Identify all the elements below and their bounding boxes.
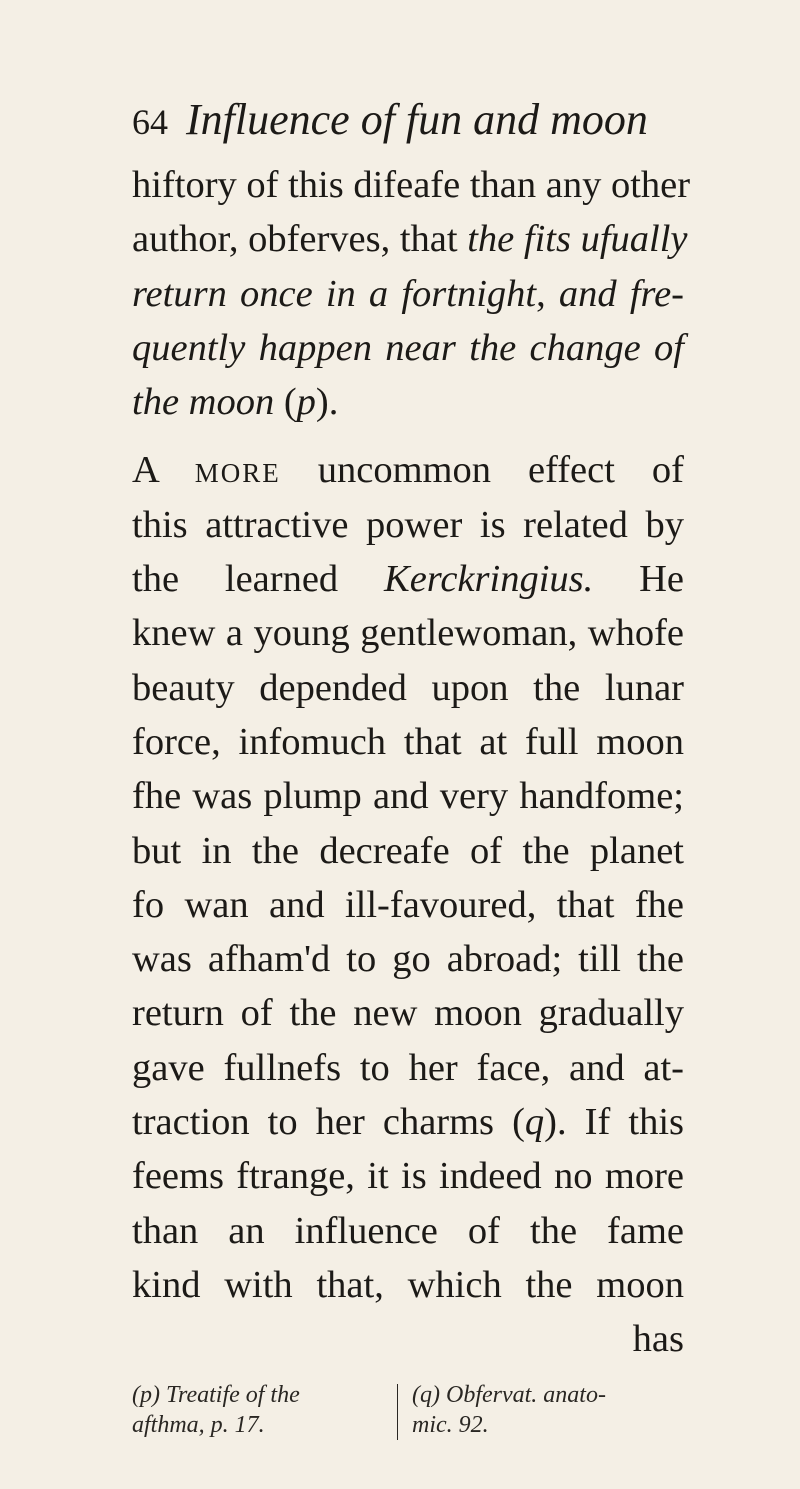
italic-text: the moon xyxy=(132,381,275,424)
page-number: 64 xyxy=(132,102,168,142)
body-text xyxy=(132,158,691,1367)
text-run: traction to her charms ( xyxy=(132,1101,525,1144)
text-line xyxy=(132,1258,684,1312)
italic-text: p xyxy=(296,381,316,424)
text-run: uncommon effect of xyxy=(280,449,684,492)
text-line xyxy=(132,498,684,552)
text-line xyxy=(132,1149,684,1203)
italic-text: and fre- xyxy=(558,272,684,315)
text-line xyxy=(132,443,684,497)
text-line xyxy=(132,986,684,1040)
running-title: Influence of fun and moon xyxy=(186,95,648,144)
text-run: , xyxy=(536,272,559,315)
text-line xyxy=(132,661,684,715)
text-line xyxy=(132,321,684,375)
italic-text: Kerckringius. xyxy=(384,558,594,601)
small-caps-text: more xyxy=(194,449,281,492)
text-line xyxy=(132,932,684,986)
footnote-line: mic. 92. xyxy=(412,1412,489,1438)
text-line xyxy=(132,552,684,606)
text-run: hiftory of this difeafe than any other xyxy=(132,164,691,206)
footnote-q xyxy=(412,1380,606,1440)
text-run: author, obferves, that xyxy=(132,218,468,261)
text-run: He xyxy=(593,558,684,601)
text-line xyxy=(132,715,684,769)
text-run: the learned xyxy=(132,558,385,601)
text-run: than an influence of the fame xyxy=(132,1209,684,1252)
footnote-line: afthma, p. 17. xyxy=(132,1412,265,1438)
text-line xyxy=(132,1041,684,1095)
catchword: has xyxy=(632,1318,684,1361)
text-line xyxy=(132,267,684,321)
text-line xyxy=(132,158,691,212)
footnote-divider xyxy=(397,1384,398,1440)
text-line xyxy=(132,769,684,823)
footnote-line: (q) Obfervat. anato- xyxy=(412,1382,606,1408)
text-line xyxy=(132,824,684,878)
text-run: gave fullnefs to her face, and at- xyxy=(132,1046,684,1089)
text-run: ). xyxy=(315,381,339,424)
text-line xyxy=(132,212,688,266)
text-line xyxy=(132,1204,684,1258)
text-line xyxy=(132,878,684,932)
text-run: ( xyxy=(274,381,297,424)
italic-text: quently happen near the change of xyxy=(132,326,684,369)
text-run: ). If this xyxy=(544,1101,684,1144)
text-run: kind with that, which the moon xyxy=(132,1263,684,1306)
italic-text: q xyxy=(524,1101,545,1144)
text-run: this attractive power is related by xyxy=(132,503,684,546)
text-line xyxy=(132,375,684,429)
text-line xyxy=(132,606,684,660)
text-run: was afham'd to go abroad; till the xyxy=(132,938,684,981)
text-run: knew a young gentlewoman, whofe xyxy=(132,612,684,655)
footnote-line: (p) Treatife of the xyxy=(132,1382,300,1408)
text-run: fhe was plump and very handfome; xyxy=(132,775,684,818)
text-run: force, infomuch that at full moon xyxy=(132,720,684,763)
text-run: A xyxy=(132,449,195,492)
text-line xyxy=(132,1095,684,1149)
running-header xyxy=(132,95,648,147)
paragraph-gap xyxy=(132,429,684,443)
footnote-p xyxy=(132,1380,300,1440)
text-run: fo wan and ill-favoured, that fhe xyxy=(132,883,684,926)
text-run: return of the new moon gradually xyxy=(132,992,684,1035)
italic-text: the fits ufually xyxy=(467,218,688,261)
text-run: but in the decreafe of the planet xyxy=(132,829,684,872)
text-run: beauty depended upon the lunar xyxy=(132,666,684,709)
italic-text: return once in a fortnight xyxy=(132,272,537,315)
text-run: feems ftrange, it is indeed no more xyxy=(132,1155,684,1198)
